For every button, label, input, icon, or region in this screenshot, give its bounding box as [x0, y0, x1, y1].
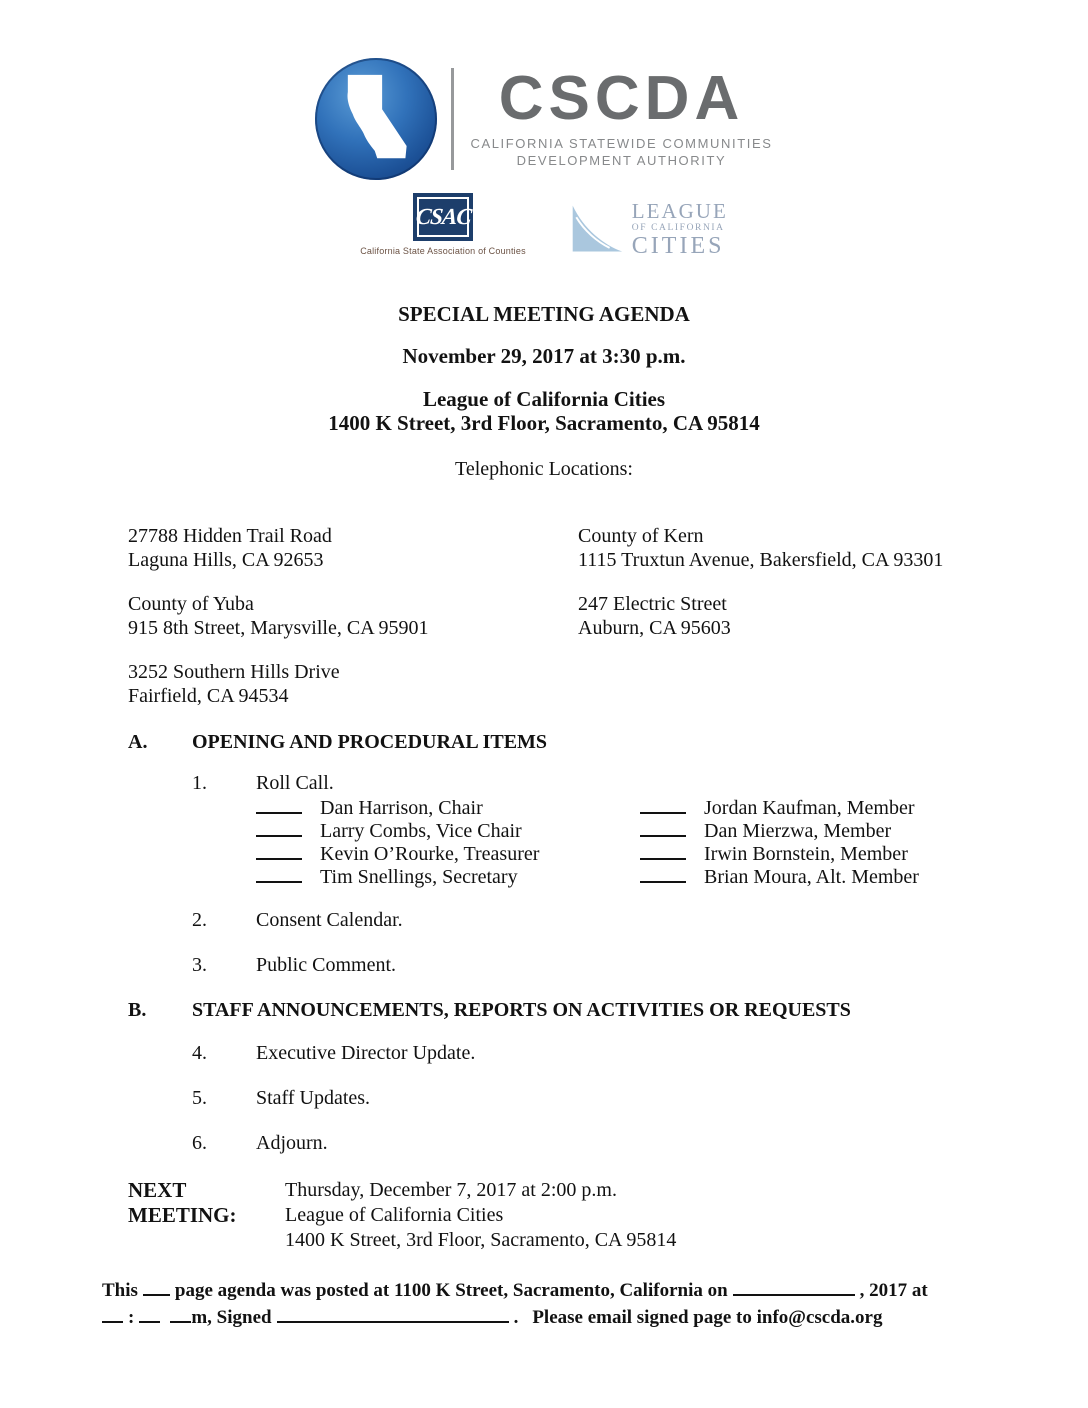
agenda-item-3	[192, 954, 396, 977]
member-name: Dan Mierzwa, Member	[704, 820, 892, 842]
roll-call-row	[256, 841, 919, 864]
posting-text: m, Signed	[191, 1307, 272, 1328]
member-name: Tim Snellings, Secretary	[320, 866, 518, 888]
meeting-datetime: November 29, 2017 at 3:30 p.m.	[402, 344, 686, 368]
next-meeting-line: Thursday, December 7, 2017 at 2:00 p.m.	[285, 1179, 617, 1201]
blank-check-line	[256, 818, 302, 837]
item-text: Adjourn.	[256, 1132, 328, 1154]
location-line: Auburn, CA 95603	[578, 617, 731, 639]
agenda-item-6	[192, 1132, 328, 1155]
location-line: 915 8th Street, Marysville, CA 95901	[128, 617, 429, 639]
location-line: Fairfield, CA 94534	[128, 685, 289, 707]
agenda-item-1	[192, 772, 334, 795]
posting-text: , 2017 at	[859, 1280, 928, 1301]
next-meeting-details	[285, 1178, 676, 1253]
logo-divider	[451, 68, 454, 170]
posting-text: page agenda was posted at 1100 K Street, Sacramento, California on	[174, 1280, 728, 1301]
posting-text: .	[513, 1307, 519, 1328]
section-heading-a	[128, 731, 547, 754]
member-name: Kevin O’Rourke, Treasurer	[320, 843, 540, 865]
cscda-acronym: CSCDA	[498, 64, 745, 133]
location-row-1	[128, 524, 1028, 572]
california-state-icon	[333, 70, 419, 168]
roll-call-row	[256, 818, 919, 841]
item-text: Executive Director Update.	[256, 1042, 476, 1064]
league-swoosh-icon	[570, 201, 624, 257]
csac-logo	[360, 193, 526, 256]
next-meeting-label: NEXT MEETING:	[128, 1178, 237, 1227]
league-text-line3: CITIES	[631, 233, 725, 259]
blank-check-line	[640, 864, 686, 883]
section-title: OPENING AND PROCEDURAL ITEMS	[192, 731, 548, 753]
blank-signature-line	[277, 1306, 509, 1323]
location-line: 3252 Southern Hills Drive	[128, 661, 340, 683]
posting-text: :	[128, 1307, 135, 1328]
location-line: County of Kern	[578, 525, 704, 547]
location-block	[128, 660, 578, 708]
item-number: 6.	[192, 1132, 207, 1154]
blank-hour-line	[102, 1306, 123, 1323]
location-line: 1115 Truxtun Avenue, Bakersfield, CA 93301	[578, 549, 944, 571]
cscda-subtitle-line2: DEVELOPMENT AUTHORITY	[516, 153, 727, 168]
blank-check-line	[640, 795, 686, 814]
location-line: County of Yuba	[128, 593, 254, 615]
member-name: Irwin Bornstein, Member	[704, 843, 908, 865]
location-block	[578, 524, 1028, 572]
location-row-2	[128, 592, 1028, 640]
item-text: Roll Call.	[256, 772, 334, 794]
section-label: A.	[128, 731, 148, 753]
member-name: Dan Harrison, Chair	[320, 797, 483, 819]
blank-check-line	[640, 818, 686, 837]
california-globe-icon	[315, 58, 437, 180]
blank-check-line	[256, 795, 302, 814]
agenda-item-2	[192, 909, 403, 932]
section-title: STAFF ANNOUNCEMENTS, REPORTS ON ACTIVITIES OR REQUESTS	[192, 999, 851, 1021]
next-meeting-block	[128, 1178, 676, 1253]
location-row-3	[128, 660, 1028, 708]
blank-minute-line	[139, 1306, 160, 1323]
posting-statement	[102, 1277, 982, 1331]
location-line: 27788 Hidden Trail Road	[128, 525, 332, 547]
member-name: Jordan Kaufman, Member	[704, 797, 915, 819]
csac-acronym: CSAC	[414, 204, 472, 229]
blank-check-line	[256, 841, 302, 860]
partner-logos-row	[0, 193, 1088, 258]
section-label: B.	[128, 999, 147, 1021]
posting-line-1	[102, 1277, 982, 1304]
roll-call-row	[256, 864, 919, 887]
cscda-subtitle-line1: CALIFORNIA STATEWIDE COMMUNITIES	[470, 136, 773, 151]
item-number: 3.	[192, 954, 207, 976]
blank-ampm-line	[170, 1306, 191, 1323]
venue-name: League of California Cities	[422, 387, 666, 411]
item-number: 1.	[192, 772, 207, 794]
item-text: Public Comment.	[256, 954, 396, 976]
posting-line-2	[102, 1304, 982, 1331]
location-line: 247 Electric Street	[578, 593, 727, 615]
blank-page-count-line	[143, 1279, 170, 1296]
meeting-title: SPECIAL MEETING AGENDA	[398, 302, 690, 326]
email-instruction-text: Please email signed page to info@cscda.org	[532, 1307, 883, 1328]
blank-check-line	[640, 841, 686, 860]
roll-call-row	[256, 795, 919, 818]
league-text-line1: LEAGUE	[631, 199, 728, 223]
posting-text: This	[102, 1280, 138, 1301]
location-line: Laguna Hills, CA 92653	[128, 549, 324, 571]
agenda-item-5	[192, 1087, 370, 1110]
blank-date-line	[733, 1279, 855, 1296]
location-block	[128, 592, 578, 640]
member-name: Brian Moura, Alt. Member	[704, 866, 919, 888]
location-block	[128, 524, 578, 572]
member-name: Larry Combs, Vice Chair	[320, 820, 522, 842]
next-meeting-line: League of California Cities	[285, 1204, 504, 1226]
csac-caption: California State Association of Counties	[360, 246, 526, 256]
roll-call-list	[256, 795, 919, 887]
next-meeting-line: 1400 K Street, 3rd Floor, Sacramento, CA 95814	[285, 1229, 677, 1251]
cscda-logo	[0, 58, 1088, 180]
telephonic-locations-label: Telephonic Locations:	[455, 458, 633, 480]
section-heading-b	[128, 999, 851, 1022]
item-number: 5.	[192, 1087, 207, 1109]
csac-square-icon	[413, 193, 473, 241]
item-number: 2.	[192, 909, 207, 931]
league-text-line2: OF CALIFORNIA	[631, 223, 725, 233]
item-text: Staff Updates.	[256, 1087, 371, 1109]
item-text: Consent Calendar.	[256, 909, 403, 931]
blank-check-line	[256, 864, 302, 883]
item-number: 4.	[192, 1042, 207, 1064]
location-block	[578, 592, 1028, 640]
venue-address: 1400 K Street, 3rd Floor, Sacramento, CA 95814	[328, 411, 760, 435]
agenda-item-4	[192, 1042, 475, 1065]
league-of-california-cities-logo	[570, 201, 728, 258]
